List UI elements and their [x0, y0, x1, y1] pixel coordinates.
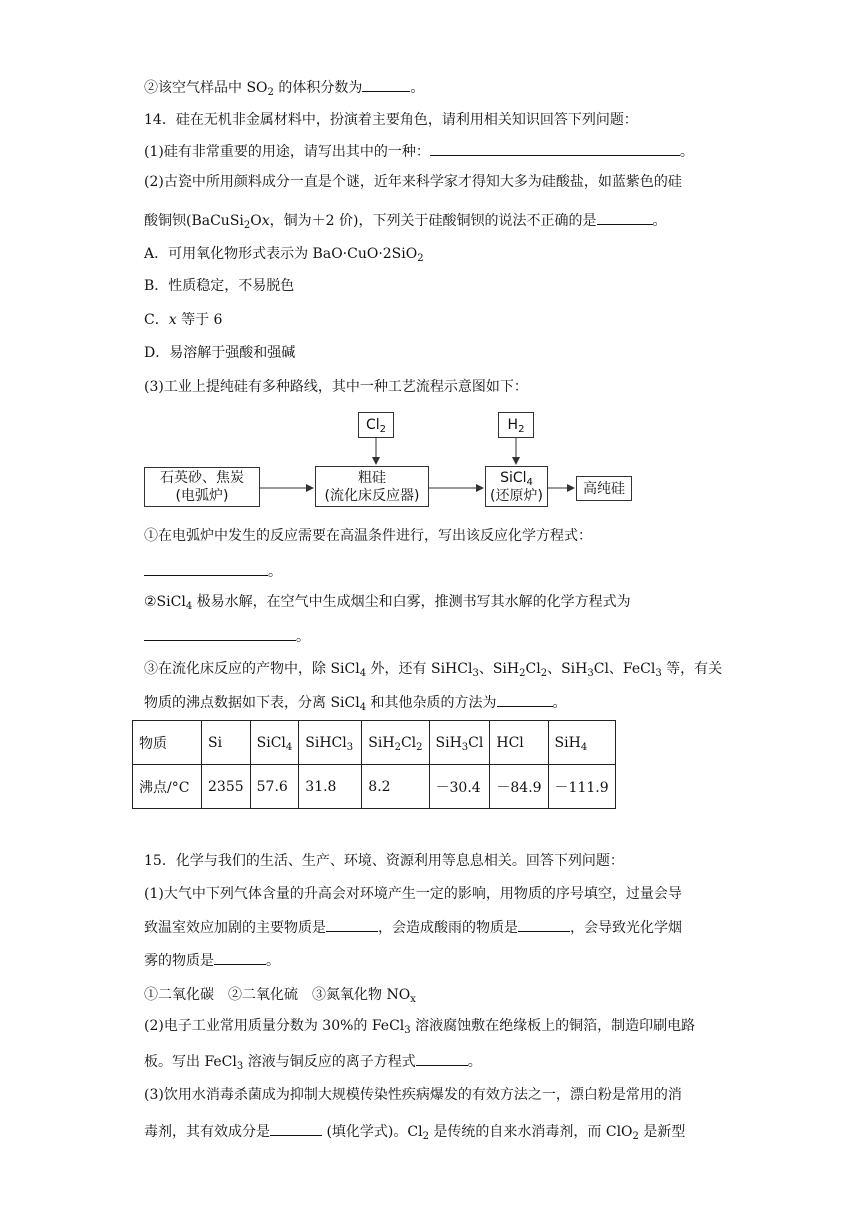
hydrogen-box: [498, 412, 534, 438]
text: (3)饮用水消毒杀菌成为抑制大规模传染性疾病爆发的有效方法之一，漂白粉是常用的消: [144, 1087, 682, 1103]
crude-silicon-box: [315, 466, 429, 507]
text: Cl、FeCl: [593, 661, 656, 677]
subscript: 3: [472, 668, 479, 679]
table-cell: [250, 765, 299, 809]
text: －111.9: [554, 779, 609, 796]
text: SiCl: [256, 734, 286, 751]
text: 毒剂，其有效成分是: [144, 1124, 270, 1140]
text: 、SiH: [478, 661, 520, 677]
subscript: 2: [519, 668, 526, 679]
subscript: 2: [518, 424, 525, 435]
variable: x: [261, 213, 270, 229]
text: H: [507, 417, 519, 433]
text: SiHCl: [305, 734, 347, 751]
text: ②SiCl: [144, 594, 186, 610]
text: 外，还有 SiHCl: [366, 661, 473, 677]
subscript: 4: [359, 668, 367, 679]
text: ③在流化床反应的产物中，除 SiCl: [144, 661, 360, 677]
table-cell: [133, 765, 202, 809]
text: ①二氧化碳 ②二氧化硫 ③氮氧化物 NO: [144, 987, 411, 1003]
text: ②该空气样品中 SO: [144, 80, 268, 96]
question-14-stem: [144, 110, 638, 130]
text: 。: [552, 695, 567, 711]
answer-blank[interactable]: [497, 692, 553, 707]
answer-blank[interactable]: [270, 1121, 322, 1136]
text: 。: [296, 629, 310, 645]
text: O: [250, 213, 262, 229]
subscript: 4: [580, 741, 588, 753]
text: 8.2: [368, 778, 391, 795]
text: 是新型: [638, 1124, 686, 1140]
subscript: 2: [417, 253, 424, 264]
text: 。: [467, 1054, 482, 1070]
text: 酸铜钡(BaCuSi: [144, 213, 244, 229]
text: B．性质稳定，不易脱色: [144, 278, 295, 294]
text: C．: [144, 312, 169, 328]
text: SiH: [368, 734, 395, 751]
table-cell: [490, 721, 548, 765]
subscript: 4: [359, 702, 367, 713]
text: 粗硅: [358, 469, 386, 486]
table-cell: [429, 765, 490, 809]
text-line: [144, 526, 592, 546]
text-line: [144, 172, 682, 192]
answer-blank[interactable]: [144, 626, 296, 641]
text: 和其他杂质的方法为: [366, 695, 497, 711]
text-line: [144, 377, 528, 397]
text: Si: [208, 734, 223, 751]
subscript: 4: [285, 741, 293, 753]
subscript: 2: [632, 1131, 639, 1142]
text: 极易水解，在空气中生成烟尘和白雾，推测书写其水解的化学方程式为: [192, 594, 631, 610]
table-cell: [429, 721, 490, 765]
option-c: [144, 310, 222, 330]
text: Cl: [525, 661, 541, 677]
text: 2355: [208, 778, 244, 795]
text-line: [144, 1085, 682, 1105]
subscript: 3: [587, 668, 594, 679]
boiling-point-table: [132, 720, 616, 809]
text: (2)古瓷中所用颜料成分一直是个谜，近年来科学家才得知大多为硅酸盐，如蓝紫色的硅: [144, 174, 682, 190]
text: 是传统的自来水消毒剂，而 ClO: [428, 1124, 633, 1140]
subscript: 3: [404, 1025, 411, 1036]
text: (3)工业上提纯硅有多种路线，其中一种工艺流程示意图如下：: [144, 379, 528, 395]
text: ，铜为＋2 价)，下列关于硅酸铜钡的说法不正确的是: [269, 213, 597, 229]
text: 。: [679, 144, 694, 160]
text: 。: [652, 213, 667, 229]
text-line: [144, 592, 631, 612]
question-15-stem: [144, 851, 624, 871]
table-cell: [362, 721, 429, 765]
answer-blank[interactable]: [430, 141, 680, 156]
text: (流化床反应器): [324, 487, 420, 504]
text: 溶液腐蚀敷在绝缘板上的铜箔，制造印刷电路: [410, 1018, 696, 1034]
table-cell: [362, 765, 429, 809]
text: Cl: [400, 734, 417, 751]
text-line: [144, 692, 567, 713]
chlorine-box: [358, 412, 394, 438]
text: 物质的沸点数据如下表，分离 SiCl: [144, 695, 360, 711]
option-d: [144, 343, 295, 363]
answer-blank[interactable]: [416, 1051, 468, 1066]
text: (填化学式)。Cl: [322, 1124, 423, 1140]
text: －84.9: [496, 779, 542, 796]
answer-blank[interactable]: [144, 561, 268, 576]
text: (2)电子工业常用质量分数为 30%的 FeCl: [144, 1018, 405, 1034]
text-line: [144, 985, 416, 1005]
text: 溶液与铜反应的离子方程式: [243, 1054, 416, 1070]
subscript: 2: [540, 668, 548, 679]
text: －30.4: [435, 779, 481, 796]
text: (还原炉): [490, 487, 543, 504]
variable: x: [168, 312, 177, 328]
subscript: 2: [422, 1131, 429, 1142]
electric-arc-furnace-box: [144, 467, 260, 507]
text-line: [144, 626, 310, 647]
text: 的体积分数为: [273, 80, 363, 96]
pure-silicon-box: [576, 476, 632, 501]
text: 。: [268, 564, 282, 580]
text: A．可用氧化物形式表示为 BaO·CuO·2SiO: [144, 246, 418, 262]
text: ①在电弧炉中发生的反应需要在高温条件进行，写出该反应化学方程式：: [144, 528, 592, 544]
text-line: [144, 1016, 695, 1036]
text-line: [144, 1121, 685, 1142]
text: 致温室效应加剧的主要物质是: [144, 920, 326, 936]
text: SiH: [554, 734, 581, 751]
text: 高纯硅: [583, 480, 625, 497]
subscript: 3: [346, 741, 354, 753]
text: Cl: [365, 417, 380, 433]
text: 15．化学与我们的生活、生产、环境、资源利用等息息相关。回答下列问题：: [144, 853, 624, 869]
text: HCl: [496, 734, 524, 751]
answer-blank[interactable]: [597, 210, 653, 225]
text-line: [144, 659, 722, 679]
sicl4-box: [485, 466, 548, 507]
answer-blank[interactable]: [518, 917, 570, 932]
text: (1)硅有非常重要的用途，请写出其中的一种：: [144, 144, 430, 160]
text: 。: [410, 80, 425, 96]
table-cell: [133, 721, 202, 765]
text: D．易溶解于强酸和强碱: [144, 345, 296, 361]
table-cell: [202, 721, 251, 765]
text: 等，有关: [661, 661, 723, 677]
option-b: [144, 276, 294, 296]
text-line: [144, 561, 282, 582]
text: 、SiH: [547, 661, 588, 677]
table-cell: [299, 765, 362, 809]
subscript: 3: [655, 668, 662, 679]
text-line: [144, 141, 694, 162]
subscript: 3: [461, 741, 469, 753]
subscript: 2: [416, 741, 423, 753]
text: 。: [266, 953, 280, 969]
table-row: [133, 721, 616, 765]
table-cell: [202, 765, 251, 809]
text: 31.8: [305, 778, 337, 795]
text: 物质: [139, 735, 167, 752]
text: SiH: [435, 734, 462, 751]
subscript: 3: [236, 1061, 244, 1072]
subscript: x: [410, 994, 416, 1005]
table-cell: [548, 765, 615, 809]
subscript: 2: [379, 424, 387, 435]
text: ，会导致光化学烟: [570, 920, 682, 936]
text: (1)大气中下列气体含量的升高会对环境产生一定的影响，用物质的序号填空，过量会导: [144, 886, 682, 902]
text-line: [144, 917, 682, 938]
text-line: [144, 950, 280, 971]
answer-blank[interactable]: [214, 950, 266, 965]
table-cell: [490, 765, 548, 809]
table-cell: [548, 721, 615, 765]
answer-blank[interactable]: [326, 917, 378, 932]
text: 等于 6: [176, 312, 223, 328]
subscript: 2: [267, 87, 274, 98]
text-line: [144, 884, 682, 904]
text: 沸点/°C: [139, 779, 190, 796]
answer-blank[interactable]: [362, 77, 410, 92]
text: ，会造成酸雨的物质是: [378, 920, 518, 936]
subscript: 4: [185, 601, 193, 612]
text: SiCl: [500, 469, 527, 486]
text: 雾的物质是: [144, 953, 214, 969]
table-cell: [299, 721, 362, 765]
text: Cl: [468, 734, 484, 751]
text: 14．硅在无机非金属材料中，扮演着主要角色，请利用相关知识回答下列问题：: [144, 112, 638, 128]
table-row: [133, 765, 616, 809]
subscript: 4: [526, 476, 533, 488]
text: (电弧炉): [175, 488, 229, 504]
option-a: [144, 244, 424, 264]
subscript: 2: [394, 741, 401, 753]
table-cell: [250, 721, 299, 765]
text-line: [144, 1051, 482, 1072]
text: 板。写出 FeCl: [144, 1054, 237, 1070]
subscript: 2: [243, 220, 251, 231]
text-line: [144, 77, 424, 98]
text: 57.6: [256, 778, 288, 795]
text: 石英砂、焦炭: [160, 470, 244, 486]
text-line: [144, 210, 667, 231]
